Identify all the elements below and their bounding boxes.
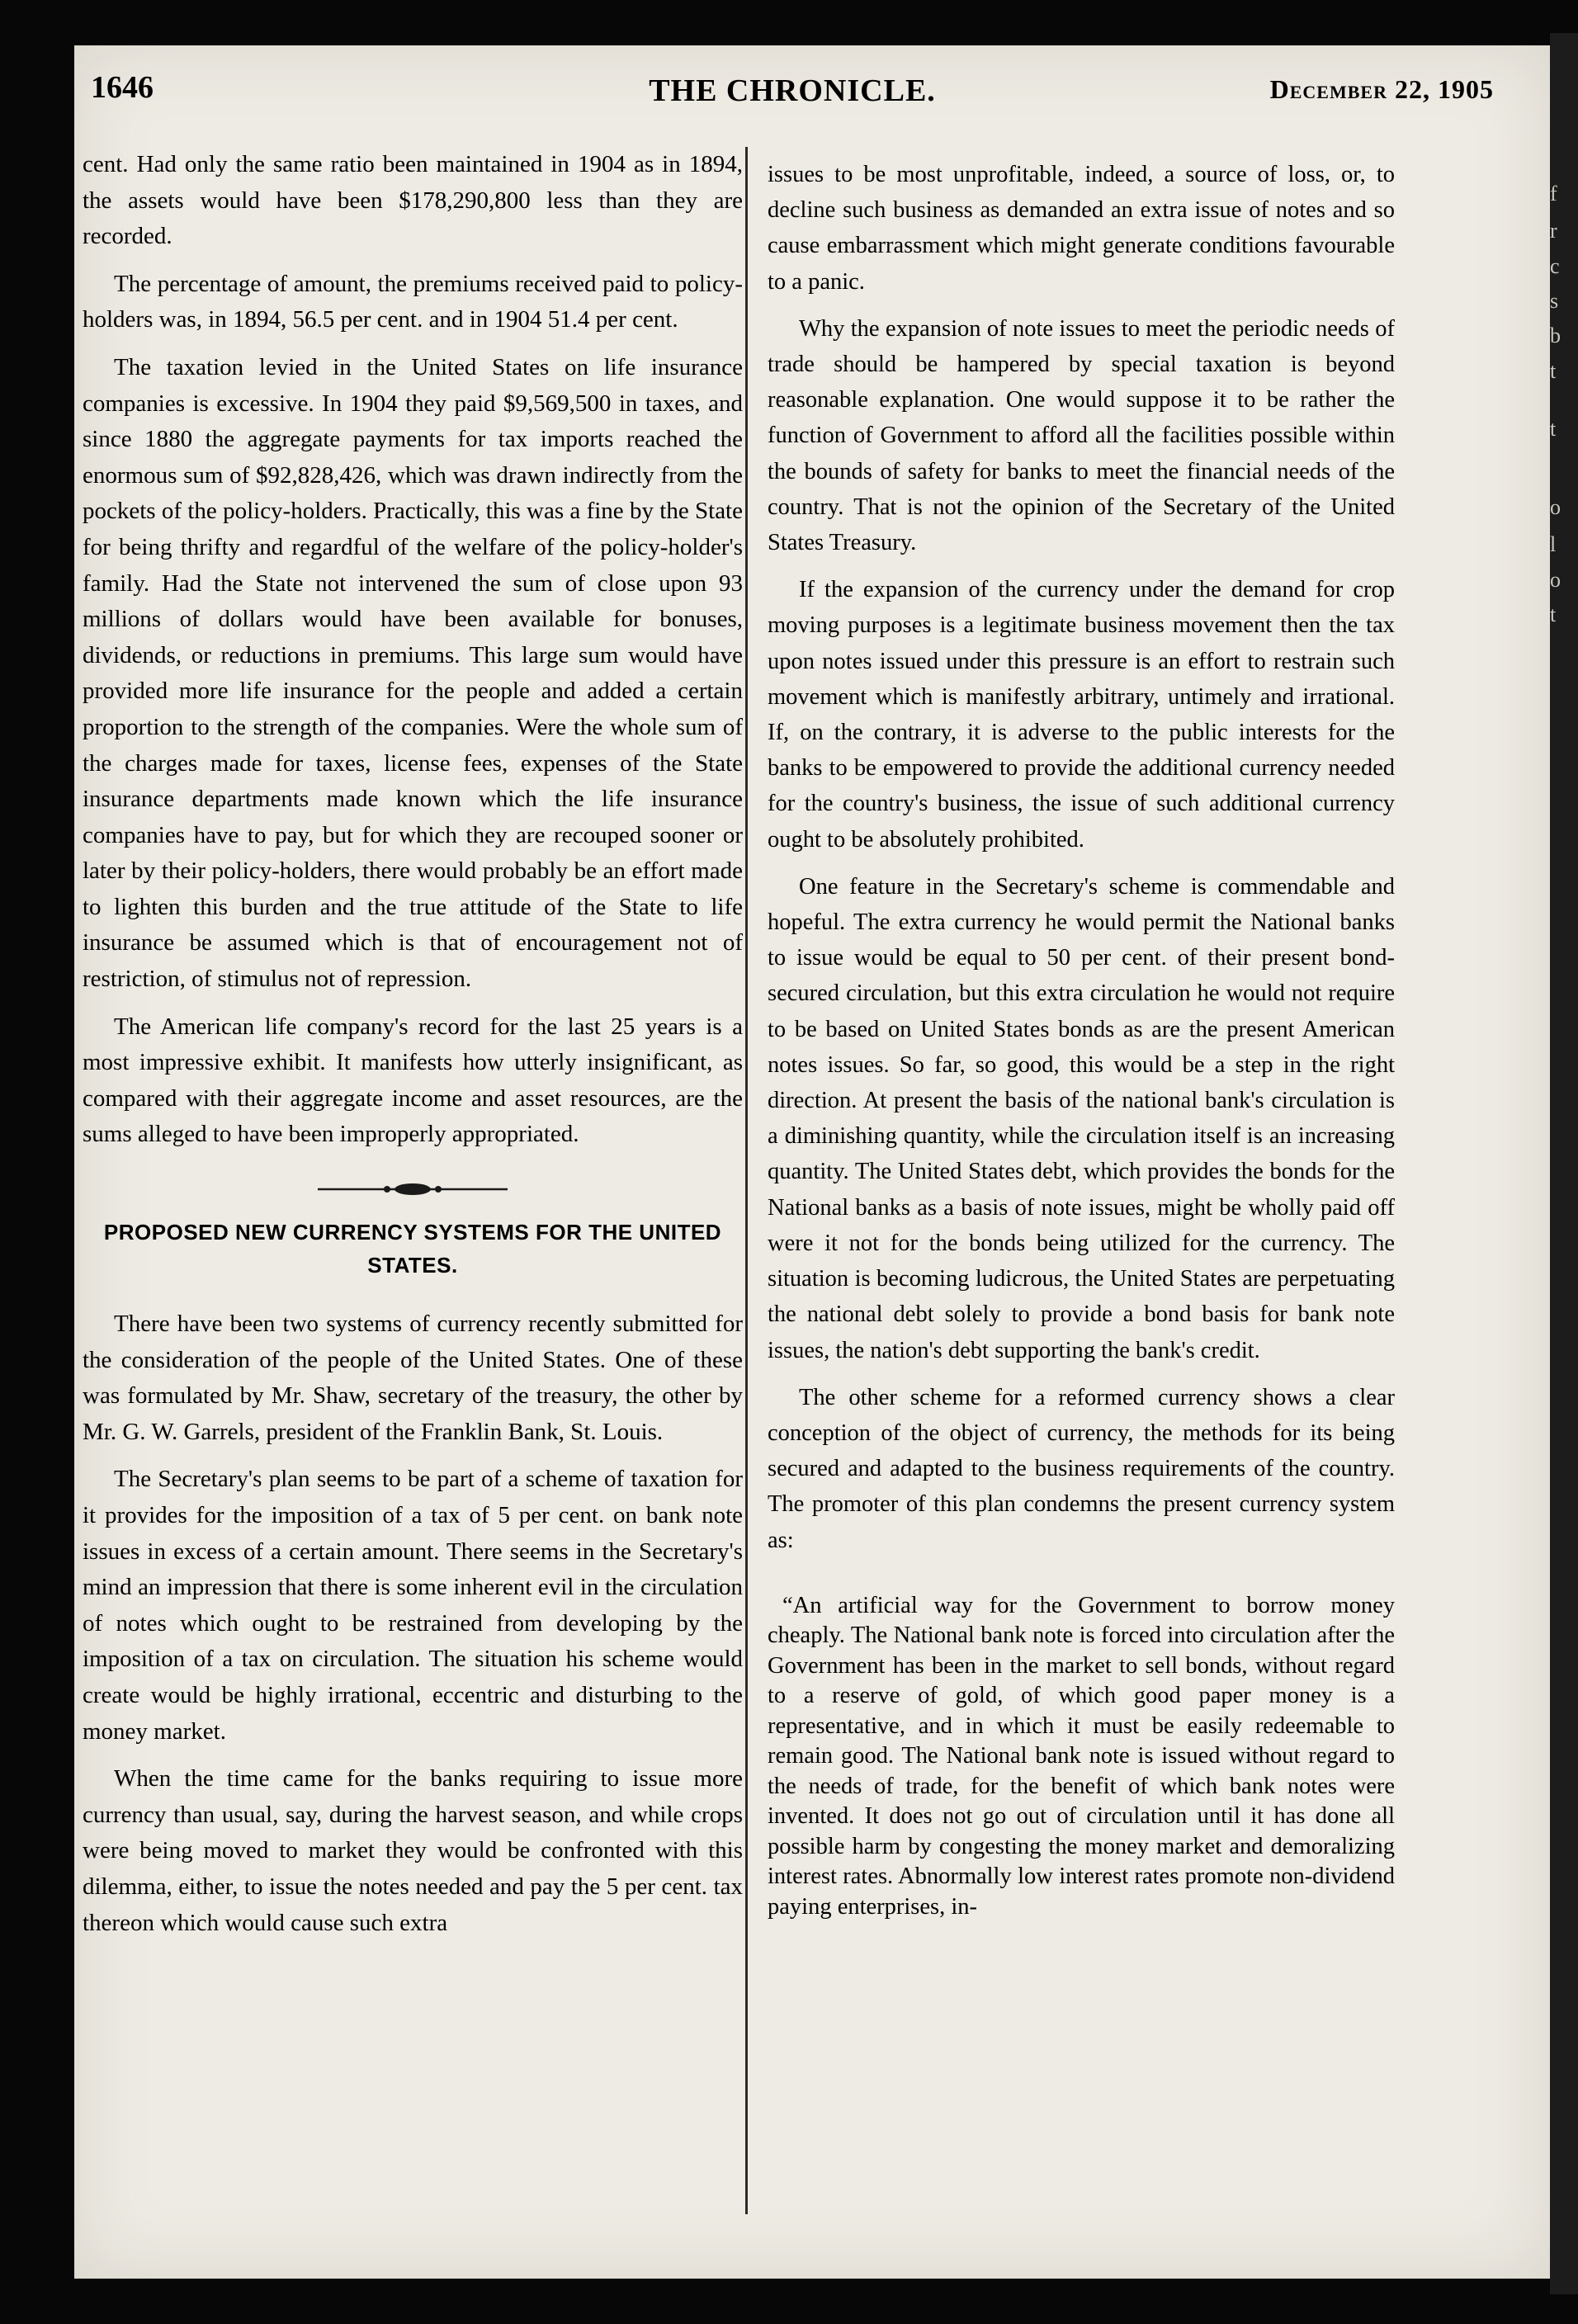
- paragraph: The other scheme for a reformed currency shows a clear conception of the object of currency, the methods for its being secured and adapted to the business requirements of the country. The promoter of this plan condemns the present currency system as:: [768, 1384, 1395, 1553]
- paragraph: Why the expansion of note issues to meet the periodic needs of trade should be hampered by special taxation is beyond reasonable explanation. One would suppose it to be rather the function of Government to afford all the facilities possible within the bounds of safety for banks to meet the financial needs of the country. That is not the opinion of the Secretary of the United States Treasury.: [768, 315, 1395, 556]
- margin-char: l: [1550, 532, 1557, 556]
- paragraph: The taxation levied in the United States on life insurance companies is excessive. In 1904 they paid $9,569,500 in taxes, and since 1880 the aggregate payments for tax imports reached the enormous sum of $92,828,426, which was drawn indirectly from the pockets of the policy-holders. Practically, this was a fine by the State for being thrifty and regardful of the welfare of the policy-holder's family. Had the State not intervened the sum of close upon 93 millions of dollars would have been available for bonuses, dividends, or reductions in premiums. This large sum would have provided more life insurance for the people and added a certain proportion to the strength of the companies. Were the whole sum of the charges made for taxes, license fees, expenses of the State insurance departments made known which the life insurance companies have to pay, but for which they are recouped sooner or later by their policy-holders, there would probably be an effort made to lighten this burden and the true attitude of the State to life insurance be assumed which is that of encouragement not of restriction, of stimulus not of repression.: [83, 353, 743, 993]
- paragraph: The percentage of amount, the premiums received paid to policy-holders was, in 1894, 56.5 per cent. and in 1904 51.4 per cent.: [83, 270, 743, 333]
- paragraph: The American life company's record for the last 25 years is a most impressive exhibit. It manifests how utterly insignificant, as compared with their aggregate income and asset resources, are the sums alleged to have been improperly appropriated.: [83, 1013, 743, 1148]
- next-page-edge: [1550, 33, 1578, 2294]
- margin-char: s: [1550, 289, 1559, 313]
- margin-char: f: [1550, 182, 1557, 205]
- paragraph: There have been two systems of currency recently submitted for the consideration of the people of the United States. One of these was formulated by Mr. Shaw, secretary of the treasury, the other by Mr. G. W. Garrels, president of the Franklin Bank, St. Louis.: [83, 1311, 743, 1445]
- article-heading: PROPOSED NEW CURRENCY SYSTEMS FOR THE UNITED STATES.: [103, 1220, 722, 1278]
- paragraph: One feature in the Secretary's scheme is commendable and hopeful. The extra currency he would permit the National banks to issue would be equal to 50 per cent. of their present bond-secured circulation, but this extra circulation he would not require to be based on United States bonds as are the present American notes issues. So far, so good, this would be a step in the right direction. At present the basis of the national bank's circulation is a diminishing quantity, while the circulation itself is an increasing quantity. The United States debt, which provides the bonds for the National banks as a basis of note issues, might be wholly paid off were it not for the bonds being utilized for the currency. The situation is becoming ludicrous, the United States are perpetuating the national debt solely to provide a bond basis for bank note issues, the nation's debt supporting the bank's credit.: [768, 873, 1395, 1363]
- paragraph: issues to be most unprofitable, indeed, a source of loss, or, to decline such business as demanded an extra issue of notes and so cause embarrassment which might generate conditions favourable to a panic.: [768, 162, 1395, 295]
- margin-char: t: [1550, 602, 1557, 626]
- paragraph: When the time came for the banks requiring to issue more currency than usual, say, during the harvest season, and while crops were being moved to market they would be confronted with this dilemma, either, to issue the notes needed and pay the 5 per cent. tax thereon which would cause such extra: [83, 1765, 743, 1936]
- margin-char: t: [1550, 359, 1557, 383]
- issue-date: December 22, 1905: [1269, 74, 1494, 104]
- margin-char: o: [1550, 495, 1561, 519]
- paragraph: The Secretary's plan seems to be part of a scheme of taxation for it provides for the imposition of a tax of 5 per cent. on bank note issues in excess of a certain amount. There seems in the Secretary's mind an impression that there is some inherent evil in the circulation of notes which ought to be restrained from developing by the imposition of a tax on circulation. The situation his scheme would create would be highly irrational, eccentric and disturbing to the money market.: [83, 1466, 743, 1745]
- paragraph: cent. Had only the same ratio been maintained in 1904 as in 1894, the assets would have been $178,290,800 less than they are recorded.: [83, 151, 743, 250]
- margin-char: t: [1550, 417, 1557, 441]
- margin-char: r: [1550, 219, 1557, 243]
- block-quote: “An artificial way for the Government to borrow money cheaply. The National bank note is forced into circulation after the Government has been in the market to sell bonds, without regard to a reserve of gold, of which good paper money is a representative, and in which it must be easily redeemable to remain good. The National bank note is issued without regard to the needs of trade, for the benefit of which bank notes were invented. It does not go out of circulation until it has done all possible harm by congesting the money market and demoralizing interest rates. Abnormally low interest rates promote non-dividend paying enterprises, in-: [768, 1592, 1395, 1920]
- paragraph: If the expansion of the currency under the demand for crop moving purposes is a legitimate business movement then the tax upon notes issued under this pressure is an effort to restrain such movement which is manifestly arbitrary, untimely and irrational. If, on the contrary, it is adverse to the public interests for the banks to be empowered to provide the additional currency needed for the country's business, the issue of such additional currency ought to be absolutely prohibited.: [768, 577, 1395, 853]
- left-column: [83, 147, 743, 1941]
- right-column: [768, 157, 1395, 1922]
- margin-char: o: [1550, 568, 1561, 592]
- margin-char: c: [1550, 254, 1560, 278]
- publication-title: THE CHRONICLE.: [649, 73, 936, 108]
- page-header: [91, 33, 1494, 108]
- page-number: 1646: [91, 70, 154, 105]
- section-ornament: [318, 1181, 508, 1197]
- column-divider: [745, 147, 748, 2214]
- margin-char: b: [1550, 324, 1561, 347]
